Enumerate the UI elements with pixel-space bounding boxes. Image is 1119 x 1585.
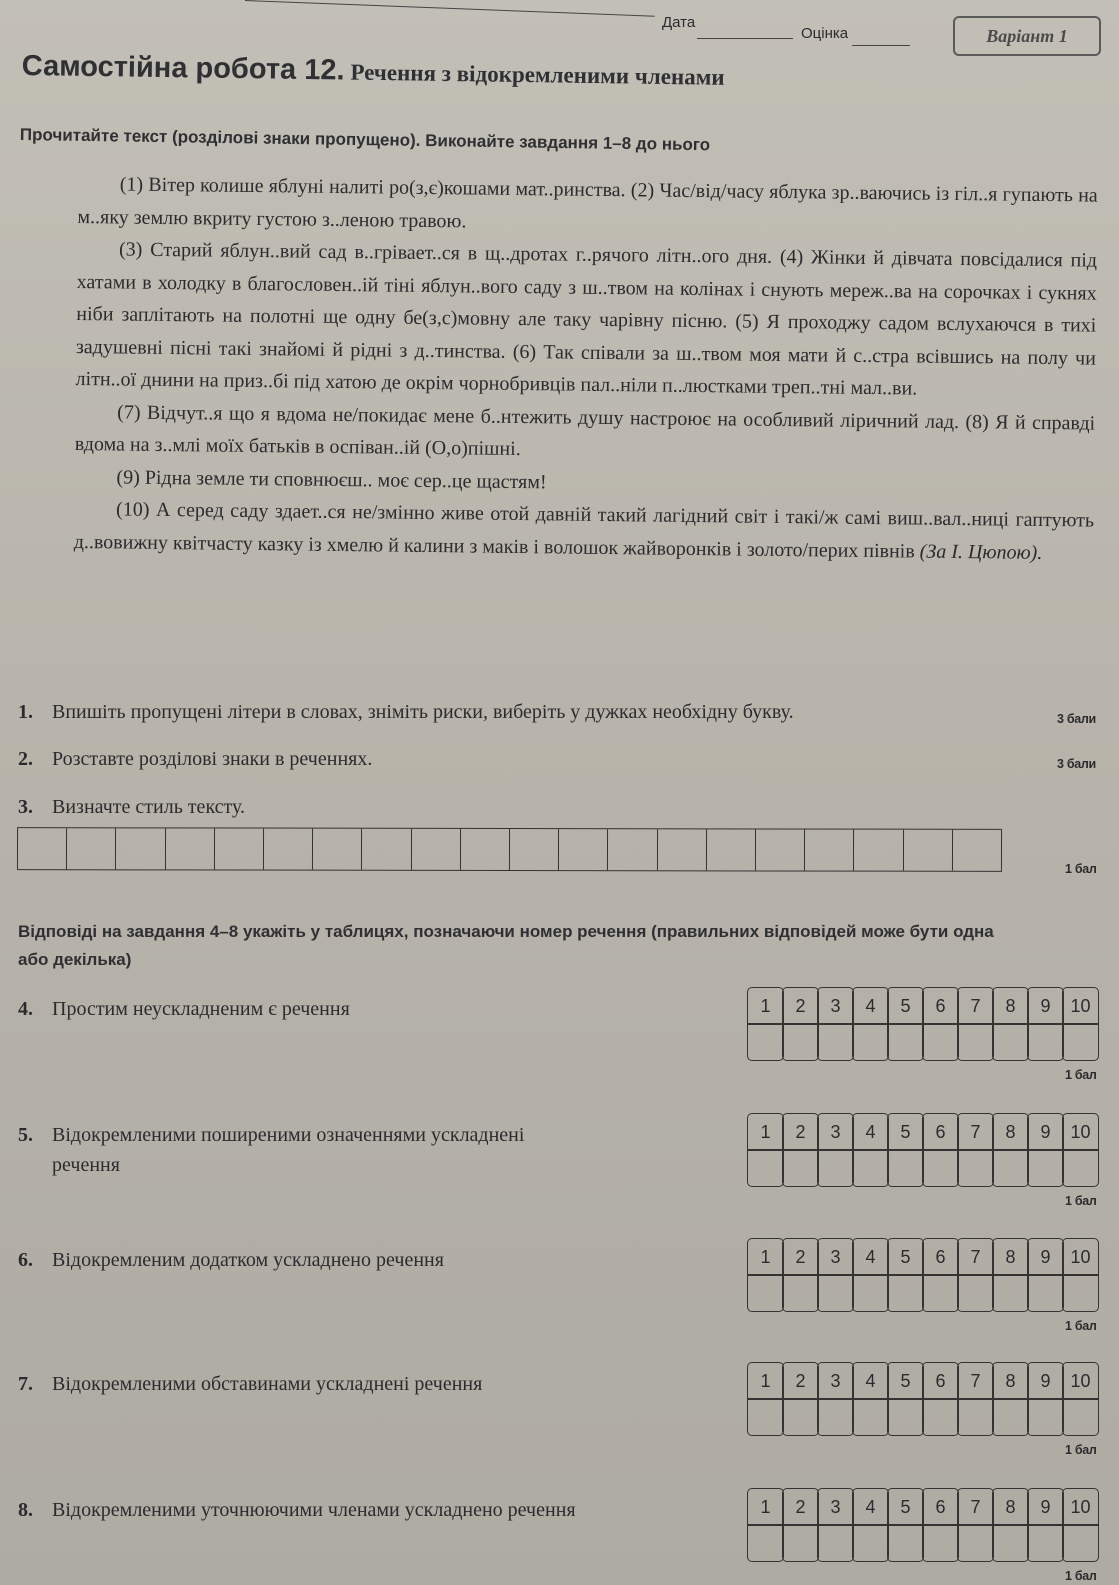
grid-number: 9: [1027, 1362, 1064, 1400]
text-source: (За І. Цюпою).: [919, 540, 1043, 564]
answer-cell[interactable]: [957, 1524, 994, 1562]
question-text: Відокремленими уточнюючими членами ускладнено речення: [52, 1499, 576, 1521]
grid-number: 1: [747, 1488, 784, 1526]
grade-label: Оцінка: [801, 25, 849, 42]
date-label: Дата: [662, 14, 696, 31]
task-3-score: 1 бал: [1065, 862, 1097, 876]
variant-badge: Варіант 1: [953, 16, 1101, 56]
grid-number: 5: [887, 987, 924, 1025]
grid-number: 3: [817, 1238, 854, 1276]
task-2: 2. Розставте розділові знаки в реченнях.: [18, 748, 373, 770]
grid-number: 10: [1062, 1362, 1099, 1400]
grid-number: 7: [957, 1488, 994, 1526]
grid-number: 7: [957, 1113, 994, 1151]
grid-number: 1: [747, 1362, 784, 1400]
answer-cell[interactable]: [1027, 1274, 1064, 1312]
answer-cell[interactable]: [817, 1398, 854, 1436]
task-1-text: Впишіть пропущені літери в словах, зніміть риски, виберіть у дужках необхідну букву.: [52, 701, 794, 723]
question-text: Відокремленими поширеними означеннями ускладнені: [52, 1124, 525, 1146]
grid-number: 5: [887, 1238, 924, 1276]
answer-grid-7: [748, 1363, 1098, 1435]
answer-cell[interactable]: [957, 1023, 994, 1061]
task-1: 1. Впишіть пропущені літери в словах, зніміть риски, виберіть у дужках необхідну букву.: [18, 701, 794, 723]
grid-number: 6: [922, 1238, 959, 1276]
answer-grid-6: [748, 1239, 1098, 1311]
grid-number: 9: [1027, 1238, 1064, 1276]
text-paragraph: [74, 493, 1095, 570]
text-paragraph: (3) Старий яблун..вий сад в..грівает..ся в щ..дротах г..рячого літн..ого дня. (4) Жінки й дівчата повсідалися під хатами в холодку в благословен..ій тіні яблун..вого саду з ш..твом на колінах і снують мереж..ва на сорочках і сукнях ніби заплітають на полотні ще одну бе(з,с)мовну але таку чарівну пісню. (5) Я проходжу садом вслухаючся в тихі задушевні пісні такі знайомі й рідні з д..тинства. (6) Так співали за ш..твом моя мати й с..стра всівшись на полу чи літн..ої днини на приз..бі під хатою де окрім чорнобривців пал..ніли п..люстками треп..тні мал..ви.: [75, 238, 1098, 400]
question-7: 7. Відокремленими обставинами ускладнені речення: [18, 1373, 483, 1395]
question-score: 1 бал: [1065, 1443, 1097, 1457]
grid-number: 1: [747, 1238, 784, 1276]
answer-cell[interactable]: [852, 1149, 889, 1187]
answer-cell[interactable]: [957, 1274, 994, 1312]
text-paragraph: (7) Відчут..я що я вдома не/покидає мене б..нтежить душу настроює на особливий ліричний лад. (8) Я й справді вдома на з..млі моїх батьків в оспіван..ій (О,о)пішні.: [74, 400, 1096, 461]
grid-number: 6: [922, 987, 959, 1025]
answer-cell[interactable]: [1027, 1149, 1064, 1187]
answer-cell[interactable]: [992, 1023, 1029, 1061]
top-rule: [245, 0, 655, 17]
grade-field[interactable]: [852, 45, 910, 46]
answer-cell[interactable]: [782, 1398, 819, 1436]
answer-grid-4: [748, 988, 1098, 1060]
answer-cell[interactable]: [747, 1274, 784, 1312]
answer-cell[interactable]: [957, 1398, 994, 1436]
answer-cell[interactable]: [782, 1023, 819, 1061]
answer-cell[interactable]: [852, 1023, 889, 1061]
question-text-cont: речення: [52, 1154, 120, 1176]
grid-number: 8: [992, 987, 1029, 1025]
question-score: 1 бал: [1065, 1569, 1097, 1583]
grid-number: 8: [992, 1238, 1029, 1276]
answer-cell[interactable]: [852, 1524, 889, 1562]
style-answer-boxes[interactable]: [17, 827, 1002, 872]
answer-cell[interactable]: [782, 1524, 819, 1562]
answer-cell[interactable]: [1062, 1023, 1099, 1061]
answer-cell[interactable]: [1027, 1524, 1064, 1562]
grid-number: 4: [852, 1362, 889, 1400]
grid-number: 9: [1027, 1113, 1064, 1151]
question-score: 1 бал: [1065, 1068, 1097, 1082]
grid-number: 2: [782, 1113, 819, 1151]
grid-number: 5: [887, 1362, 924, 1400]
answer-cell[interactable]: [1027, 1398, 1064, 1436]
reading-text: [74, 168, 1098, 570]
answer-cell[interactable]: [817, 1023, 854, 1061]
grid-number: 8: [992, 1362, 1029, 1400]
date-field[interactable]: [697, 38, 793, 39]
grid-number: 10: [1062, 1113, 1099, 1151]
answer-cell[interactable]: [992, 1149, 1029, 1187]
grid-number: 5: [887, 1488, 924, 1526]
answer-cell[interactable]: [957, 1149, 994, 1187]
question-5: 5. Відокремленими поширеними означеннями ускладнені речення: [18, 1124, 525, 1176]
grid-number: 3: [817, 1488, 854, 1526]
answer-cell[interactable]: [922, 1274, 959, 1312]
answer-cell[interactable]: [852, 1274, 889, 1312]
text-paragraph: (9) Рідна земле ти сповнюєш.. моє сер..це щастям!: [116, 465, 547, 493]
text-paragraph: (1) Вітер колише яблуні налиті ро(з,є)кошами мат..ринства. (2) Час/від/часу яблука зр..ваючись із гіл..я гупають на м..яку землю вкриту густою з..леною травою.: [77, 173, 1098, 232]
answer-cell[interactable]: [817, 1524, 854, 1562]
task-1-score: 3 бали: [1057, 712, 1096, 726]
grid-number: 2: [782, 1488, 819, 1526]
grid-number: 10: [1062, 987, 1099, 1025]
answer-cell[interactable]: [747, 1023, 784, 1061]
task-3-text: Визначте стиль тексту.: [52, 796, 246, 818]
grid-number: 3: [817, 1113, 854, 1151]
answer-cell[interactable]: [747, 1149, 784, 1187]
text-paragraph-10: (10) А серед саду здает..ся не/змінно живе отой давній такий лагідний світ і такі/ж самі виш..вал..ниці гаптують д..вовижну квітчасту казку із хмелю й калини з маків і волошок жайворонків і золото/перих півнів: [73, 498, 1095, 563]
grid-number: 10: [1062, 1488, 1099, 1526]
answer-cell[interactable]: [992, 1398, 1029, 1436]
answer-cell[interactable]: [887, 1398, 924, 1436]
grid-number: 2: [782, 1362, 819, 1400]
grid-number: 4: [852, 1488, 889, 1526]
question-text: Відокремленим додатком ускладнено речення: [52, 1249, 444, 1271]
grid-number: 4: [852, 1238, 889, 1276]
answer-cell[interactable]: [922, 1023, 959, 1061]
question-score: 1 бал: [1065, 1194, 1097, 1208]
question-text: Відокремленими обставинами ускладнені речення: [52, 1373, 483, 1395]
grid-number: 4: [852, 987, 889, 1025]
grid-number: 10: [1062, 1238, 1099, 1276]
answer-cell[interactable]: [1062, 1149, 1099, 1187]
task-3: 3. Визначте стиль тексту.: [18, 796, 246, 818]
table-instruction: Відповіді на завдання 4–8 укажіть у таблицях, позначаючи номер речення (правильних відповідей може бути одна або декілька): [18, 922, 994, 969]
grid-number: 8: [992, 1488, 1029, 1526]
answer-cell[interactable]: [992, 1524, 1029, 1562]
answer-cell[interactable]: [992, 1274, 1029, 1312]
answer-cell[interactable]: [747, 1398, 784, 1436]
answer-cell[interactable]: [817, 1274, 854, 1312]
grid-number: 8: [992, 1113, 1029, 1151]
grid-number: 6: [922, 1113, 959, 1151]
answer-cell[interactable]: [922, 1149, 959, 1187]
answer-cell[interactable]: [782, 1274, 819, 1312]
grid-number: 2: [782, 987, 819, 1025]
grid-number: 3: [817, 987, 854, 1025]
topic-title: Речення з відокремленими членами: [350, 59, 725, 90]
answer-cell[interactable]: [887, 1524, 924, 1562]
answer-cell[interactable]: [887, 1149, 924, 1187]
answer-cell[interactable]: [1027, 1023, 1064, 1061]
answer-cell[interactable]: [817, 1149, 854, 1187]
answer-cell[interactable]: [887, 1023, 924, 1061]
grid-number: 5: [887, 1113, 924, 1151]
grid-number: 7: [957, 1238, 994, 1276]
answer-cell[interactable]: [852, 1398, 889, 1436]
grid-number: 7: [957, 1362, 994, 1400]
grid-number: 2: [782, 1238, 819, 1276]
answer-grid-8: [748, 1489, 1098, 1561]
answer-grid-5: [748, 1114, 1098, 1186]
grid-number: 9: [1027, 1488, 1064, 1526]
task-2-text: Розставте розділові знаки в реченнях.: [52, 748, 373, 770]
answer-cell[interactable]: [887, 1274, 924, 1312]
page-title: [22, 50, 725, 93]
grid-number: 9: [1027, 987, 1064, 1025]
answer-cell[interactable]: [1062, 1398, 1099, 1436]
reading-instruction: Прочитайте текст (розділові знаки пропущено). Виконайте завдання 1–8 до нього: [19, 125, 711, 155]
question-6: 6. Відокремленим додатком ускладнено речення: [18, 1249, 444, 1271]
answer-cell[interactable]: [922, 1398, 959, 1436]
work-title: Самостійна робота 12.: [21, 50, 345, 87]
question-8: 8. Відокремленими уточнюючими членами ускладнено речення: [18, 1499, 576, 1521]
grid-number: 3: [817, 1362, 854, 1400]
answer-cell[interactable]: [1062, 1524, 1099, 1562]
grid-number: 7: [957, 987, 994, 1025]
answer-cell[interactable]: [782, 1149, 819, 1187]
grid-number: 6: [922, 1488, 959, 1526]
grid-number: 1: [747, 987, 784, 1025]
question-score: 1 бал: [1065, 1319, 1097, 1333]
answer-cell[interactable]: [922, 1524, 959, 1562]
question-4: 4. Простим неускладненим є речення: [18, 998, 350, 1020]
grid-number: 6: [922, 1362, 959, 1400]
question-text: Простим неускладненим є речення: [52, 998, 350, 1020]
task-2-score: 3 бали: [1057, 757, 1096, 771]
answer-cell[interactable]: [747, 1524, 784, 1562]
grid-number: 1: [747, 1113, 784, 1151]
answer-cell[interactable]: [1062, 1274, 1099, 1312]
grid-number: 4: [852, 1113, 889, 1151]
